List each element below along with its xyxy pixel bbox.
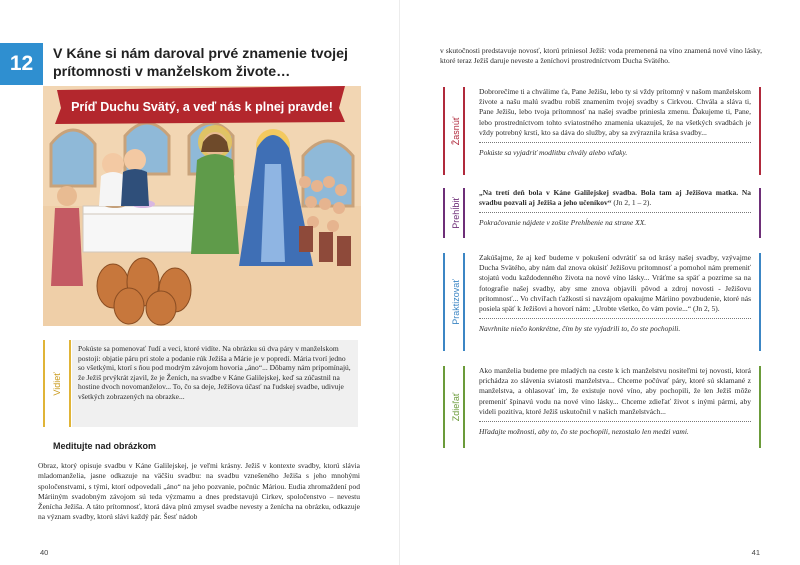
right-page — [400, 0, 800, 565]
meditation-subheading: Meditujte nad obrázkom — [53, 441, 157, 451]
vidiet-tab-label: Vidieť — [52, 372, 62, 396]
zdielat-text: Ako manželia budeme pre mladých na ceste k ich manželstvu nositeľmi tej novosti, ktorá prichádza zo slávenia sviatosti manželstva... Chceme počúvať páry, ktoré sú sklamané z manželstva, a ohlasovať im, že existuje nové víno, aby pochopili, že len Ježiš môže premeniť špinavú vodu na nové víno lásky... Chceme zdieľať život s inými pármi, aby videli pozitíva, ktoré Ježiš uskutočnil v našich manželstvách... — [479, 366, 751, 416]
prehlbit-reference: (Jn 2, 1 – 2). — [613, 198, 652, 208]
praktizovat-tab — [443, 253, 465, 351]
praktizovat-content — [479, 253, 751, 351]
zasnut-section — [443, 87, 761, 175]
prehlbit-right-bar — [759, 188, 761, 238]
vidiet-text-box — [72, 340, 358, 427]
prehlbit-section — [443, 188, 761, 238]
zasnut-note: Pokúste sa vyjadriť modlitbu chvály alebo vďaky. — [479, 148, 628, 158]
vidiet-text: Pokúste sa pomenovať ľudí a veci, ktoré vidíte. Na obrázku sú dva páry v manželskom postoji: objatie páru pri stole a podanie rúk Ježiša a Márie je v popredí. Mária tvorí jedno so všetkými, ktorí s ňou pod modrým závojom hovoria „áno“... Dôbamy nám pripomínajú, že Ježiš prvýkrát zjavil, že je Ženích, na svadbe v Káne Galilejskej, keď sa zúčastnil na hostine dvoch novomanželov... To, čo sa deje, Ježišova účasť na ľudskej svadbe, udivuje všetkých zobrazených na obrazke... — [78, 344, 351, 401]
vidiet-section — [43, 340, 361, 427]
praktizovat-section — [443, 253, 761, 351]
praktizovat-text: Zakúšajme, že aj keď budeme v pokušení odvrátiť sa od krásy našej svadby, vzývajme Ducha Svätého, aby nám dal znova okúsiť Ježišovu prítomnosť a pomohol nám premeniť stojatú vodu každodenného života na nové víno lásky... Vráťme sa späť a pozrime sa na fotografie našej svadby, aby sme znova objavili pôvod a zdroj novosti - Ježišovu prítomnosť... Vo chvíľach ťažkostí si navzájom opakujme Máriino povzbudenie, ktoré nás posiela späť k Ježišovi a hovorí nám: „Urobte všetko, čo vám povie...“ — [479, 253, 751, 314]
chapter-title-line-2: prítomnosti v manželskom živote… — [53, 64, 291, 80]
continuation-text: v skutočnosti predstavuje novosť, ktorú priniesol Ježiš: voda premenená na víno znamená nové víno lásky, ktoré teraz Ježiš daruje neveste a ženíchovi prostredníctvom Ducha Svätého. — [440, 46, 762, 66]
zdielat-right-bar — [759, 366, 761, 448]
prehlbit-content — [479, 188, 751, 238]
zdielat-note: Hľadajte možnosti, aby to, čo ste pochopili, nezostalo len medzi vami. — [479, 427, 689, 437]
praktizovat-note: Navrhnite niečo konkrétne, čím by ste vyjadrili to, čo ste pochopili. — [479, 324, 681, 334]
praktizovat-divider — [479, 318, 751, 319]
prehlbit-tab — [443, 188, 465, 238]
zdielat-divider — [479, 421, 751, 422]
page-number-left: 40 — [40, 548, 49, 557]
wedding-at-cana-illustration — [43, 86, 361, 326]
page-number-right: 41 — [751, 548, 760, 557]
zasnut-tab-label: Žasnúť — [451, 116, 461, 146]
zasnut-content — [479, 87, 751, 175]
prehlbit-tab-label: Prehĺbiť — [451, 197, 461, 229]
zasnut-right-bar — [759, 87, 761, 175]
chapter-title — [53, 45, 373, 81]
zdielat-tab — [443, 366, 465, 448]
zasnut-text: Dobrorečíme ti a chválime ťa, Pane Ježišu, lebo ty si vždy prítomný v našom manželskom živote a našu malú svadbu robíš znamením tvojej svadby s Cirkvou. Chvála a sláva ti, Pane Ježišu, lebo tvoja prítomnosť na našej svadbe priniesla zmenu. Ďakujeme ti, Pane, lebo prostredníctvom tohto sviatostného znamenia ukazuješ, že na všetkých svadbách je vždy potrebný krstí, kto sa dáva do služby, aby sa zvýraznila krása svadby... — [479, 87, 751, 137]
chapter-title-line-1: V Káne si nám daroval prvé znamenie tvojej — [53, 46, 348, 62]
prehlbit-note: Pokračovanie nájdete v zošite Prehĺbenie na strane XX. — [479, 218, 647, 228]
zdielat-content — [479, 366, 751, 448]
zdielat-tab-label: Zdieľať — [451, 392, 461, 422]
prehlbit-quote: „Na tretí deň bola v Káne Galilejskej svadba. Bola tam aj Ježišova matka. Na svadbu pozvali aj Ježiša a jeho učeníkov“ — [479, 188, 751, 208]
chapter-number-badge: 12 — [0, 43, 43, 85]
zasnut-divider — [479, 142, 751, 143]
praktizovat-right-bar — [759, 253, 761, 351]
zasnut-tab — [443, 87, 465, 175]
prehlbit-divider — [479, 212, 751, 213]
praktizovat-reference: (Jn 2, 5). — [692, 304, 720, 314]
vidiet-tab — [43, 340, 71, 427]
banner-text: Príď Duchu Svätý, a veď nás k plnej pravde! — [71, 100, 333, 114]
zdielat-section — [443, 366, 761, 448]
praktizovat-tab-label: Praktizovať — [451, 279, 461, 325]
meditation-body-text: Obraz, ktorý opisuje svadbu v Káne Galilejskej, je veľmi krásny. Ježiš v kontexte svadby, ktorú slávia mladomanželia, jasne odkazuje na väčšiu svadbu: na svadbu vznešeného Ježiša s jeho mnohými spoločenstvami, s tými, ktorí odpovedali „áno“ na jeho pozvanie, počnúc Máriou. Eudia zhromaždení pod Máriiným svadobným závojom sú teda výzmamu a dnes predstavujú Cirkev, spoločenstvo – nevestu Ženícha Ježiša. A táto prítomnosť, ktorá dáva plnú zmysel svadbe nevesty a ženícha na obrázku, odkazuje na význam svadby, ktorú slávi každý pár. Šesť nádob — [38, 461, 360, 522]
